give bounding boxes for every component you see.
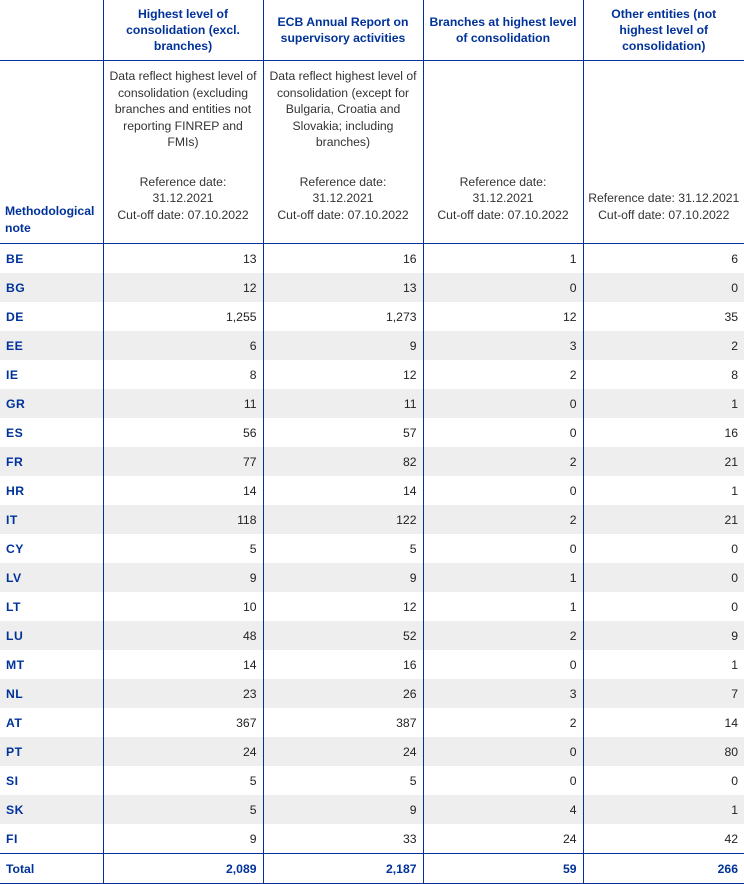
branches-value: 1 (423, 592, 583, 621)
annual-report-value: 387 (263, 708, 423, 737)
cutoff-date: Cut-off date: 07.10.2022 (117, 207, 249, 222)
annual-report-value: 33 (263, 824, 423, 854)
branches-value: 0 (423, 650, 583, 679)
highest-consolidation-value: 9 (103, 824, 263, 854)
table-row (0, 592, 744, 621)
table-row (0, 708, 744, 737)
country-code: SK (0, 795, 103, 824)
header-row (0, 0, 744, 61)
branches-value: 2 (423, 505, 583, 534)
country-code: GR (0, 389, 103, 418)
table-row (0, 650, 744, 679)
other-entities-value: 21 (583, 447, 744, 476)
other-entities-value: 2 (583, 331, 744, 360)
other-entities-value: 16 (583, 418, 744, 447)
highest-consolidation-value: 9 (103, 563, 263, 592)
reference-date: Reference date: 31.12.2021 (299, 174, 387, 205)
corner-cell (0, 0, 103, 61)
other-entities-value: 1 (583, 476, 744, 505)
annual-report-value: 5 (263, 766, 423, 795)
cutoff-date: Cut-off date: 07.10.2022 (277, 207, 409, 222)
highest-consolidation-value: 8 (103, 360, 263, 389)
highest-consolidation-value: 13 (103, 244, 263, 274)
country-code: BE (6, 251, 24, 266)
country-code: LU (0, 621, 103, 650)
column-header-1: Highest level of consolidation (excl. branches) (103, 0, 263, 61)
branches-value: 0 (423, 273, 583, 302)
table-row (0, 273, 744, 302)
country-code: DE (6, 309, 24, 324)
total-value-1: 2,089 (103, 854, 263, 884)
column-header-3: Branches at highest level of consolidation (423, 0, 583, 61)
annual-report-value: 12 (263, 360, 423, 389)
other-entities-value: 1 (583, 650, 744, 679)
column-header-4: Other entities (not highest level of consolidation) (583, 0, 744, 61)
note-text-2: Data reflect highest level of consolidation (except for Bulgaria, Croatia and Slovakia; including branches) (269, 69, 417, 149)
annual-report-value: 13 (263, 273, 423, 302)
other-entities-value: 8 (583, 360, 744, 389)
table-row (0, 679, 744, 708)
table-row (0, 447, 744, 476)
highest-consolidation-value: 14 (103, 650, 263, 679)
other-entities-value: 14 (583, 708, 744, 737)
highest-consolidation-value: 5 (103, 766, 263, 795)
other-entities-value: 0 (583, 563, 744, 592)
methodological-note-label: Methodological note (0, 61, 103, 244)
branches-value: 2 (423, 360, 583, 389)
branches-value: 3 (423, 679, 583, 708)
other-entities-value: 0 (583, 592, 744, 621)
note-cell-3 (423, 61, 583, 244)
annual-report-value: 122 (263, 505, 423, 534)
annual-report-value: 12 (263, 592, 423, 621)
other-entities-value: 0 (583, 534, 744, 563)
other-entities-value: 9 (583, 621, 744, 650)
reference-date: Reference date: 31.12.2021 (139, 174, 227, 205)
annual-report-value: 11 (263, 389, 423, 418)
country-code: LV (0, 563, 103, 592)
reference-date: Reference date: 31.12.2021 (588, 191, 740, 205)
other-entities-value: 35 (583, 302, 744, 331)
table-row (0, 244, 744, 274)
table-row (0, 737, 744, 766)
country-code: ES (6, 425, 24, 440)
branches-value: 2 (423, 708, 583, 737)
other-entities-value: 7 (583, 679, 744, 708)
highest-consolidation-value: 5 (103, 795, 263, 824)
note-cell-2 (263, 61, 423, 244)
branches-value: 0 (423, 766, 583, 795)
dates-4 (588, 190, 741, 223)
country-code: EE (0, 331, 103, 360)
annual-report-value: 57 (263, 418, 423, 447)
country-code: NL (0, 679, 103, 708)
highest-consolidation-value: 23 (103, 679, 263, 708)
total-row (0, 854, 744, 884)
other-entities-value: 21 (583, 505, 744, 534)
branches-value: 2 (423, 447, 583, 476)
highest-consolidation-value: 6 (103, 331, 263, 360)
cutoff-date: Cut-off date: 07.10.2022 (598, 207, 730, 222)
annual-report-value: 1,273 (263, 302, 423, 331)
total-value-3: 59 (423, 854, 583, 884)
country-code: IE (6, 367, 19, 382)
other-entities-value: 80 (583, 737, 744, 766)
dates-2 (268, 174, 419, 224)
table-row (0, 621, 744, 650)
other-entities-value: 0 (583, 273, 744, 302)
annual-report-value: 16 (263, 244, 423, 274)
table-row (0, 360, 744, 389)
highest-consolidation-value: 56 (103, 418, 263, 447)
annual-report-value: 16 (263, 650, 423, 679)
country-code: CY (6, 541, 24, 556)
branches-value: 0 (423, 534, 583, 563)
annual-report-value: 82 (263, 447, 423, 476)
highest-consolidation-value: 24 (103, 737, 263, 766)
reference-date: Reference date: 31.12.2021 (459, 174, 547, 205)
country-code: FI (6, 831, 18, 846)
cutoff-date: Cut-off date: 07.10.2022 (437, 207, 569, 222)
table-row (0, 563, 744, 592)
table-row (0, 302, 744, 331)
table-row (0, 331, 744, 360)
methodological-note-row (0, 61, 744, 244)
country-code: AT (6, 715, 23, 730)
dates-3 (428, 174, 579, 224)
country-code: MT (6, 657, 25, 672)
country-code: IT (0, 505, 103, 534)
highest-consolidation-value: 5 (103, 534, 263, 563)
annual-report-value: 9 (263, 795, 423, 824)
table-row (0, 824, 744, 854)
country-code: FR (0, 447, 103, 476)
branches-value: 1 (423, 563, 583, 592)
highest-consolidation-value: 77 (103, 447, 263, 476)
note-text-1: Data reflect highest level of consolidation (excluding branches and entities not reporting FINREP and FMIs) (109, 69, 257, 149)
total-value-4: 266 (583, 854, 744, 884)
table-row (0, 505, 744, 534)
highest-consolidation-value: 10 (103, 592, 263, 621)
country-code: SI (6, 773, 19, 788)
note-cell-1 (103, 61, 263, 244)
other-entities-value: 6 (583, 244, 744, 274)
annual-report-value: 24 (263, 737, 423, 766)
country-code: LT (6, 599, 21, 614)
highest-consolidation-value: 1,255 (103, 302, 263, 331)
annual-report-value: 52 (263, 621, 423, 650)
table-row (0, 795, 744, 824)
country-code: HR (6, 483, 25, 498)
annual-report-value: 5 (263, 534, 423, 563)
branches-value: 0 (423, 389, 583, 418)
table-row (0, 389, 744, 418)
annual-report-value: 9 (263, 563, 423, 592)
column-header-2: ECB Annual Report on supervisory activities (263, 0, 423, 61)
branches-value: 1 (423, 244, 583, 274)
dates-1 (108, 174, 259, 224)
other-entities-value: 1 (583, 795, 744, 824)
branches-value: 0 (423, 737, 583, 766)
highest-consolidation-value: 11 (103, 389, 263, 418)
other-entities-value: 42 (583, 824, 744, 854)
branches-value: 3 (423, 331, 583, 360)
branches-value: 0 (423, 418, 583, 447)
table-row (0, 476, 744, 505)
country-code: BG (0, 273, 103, 302)
branches-value: 2 (423, 621, 583, 650)
highest-consolidation-value: 12 (103, 273, 263, 302)
highest-consolidation-value: 14 (103, 476, 263, 505)
table-body (0, 244, 744, 854)
annual-report-value: 9 (263, 331, 423, 360)
branches-value: 12 (423, 302, 583, 331)
table-row (0, 418, 744, 447)
other-entities-value: 0 (583, 766, 744, 795)
total-value-2: 2,187 (263, 854, 423, 884)
highest-consolidation-value: 118 (103, 505, 263, 534)
table-row (0, 766, 744, 795)
annual-report-value: 26 (263, 679, 423, 708)
highest-consolidation-value: 367 (103, 708, 263, 737)
annual-report-value: 14 (263, 476, 423, 505)
table-row (0, 534, 744, 563)
branches-value: 24 (423, 824, 583, 854)
branches-value: 0 (423, 476, 583, 505)
branches-value: 4 (423, 795, 583, 824)
total-label: Total (0, 854, 103, 884)
country-code: PT (0, 737, 103, 766)
highest-consolidation-value: 48 (103, 621, 263, 650)
note-cell-4 (583, 61, 744, 244)
other-entities-value: 1 (583, 389, 744, 418)
